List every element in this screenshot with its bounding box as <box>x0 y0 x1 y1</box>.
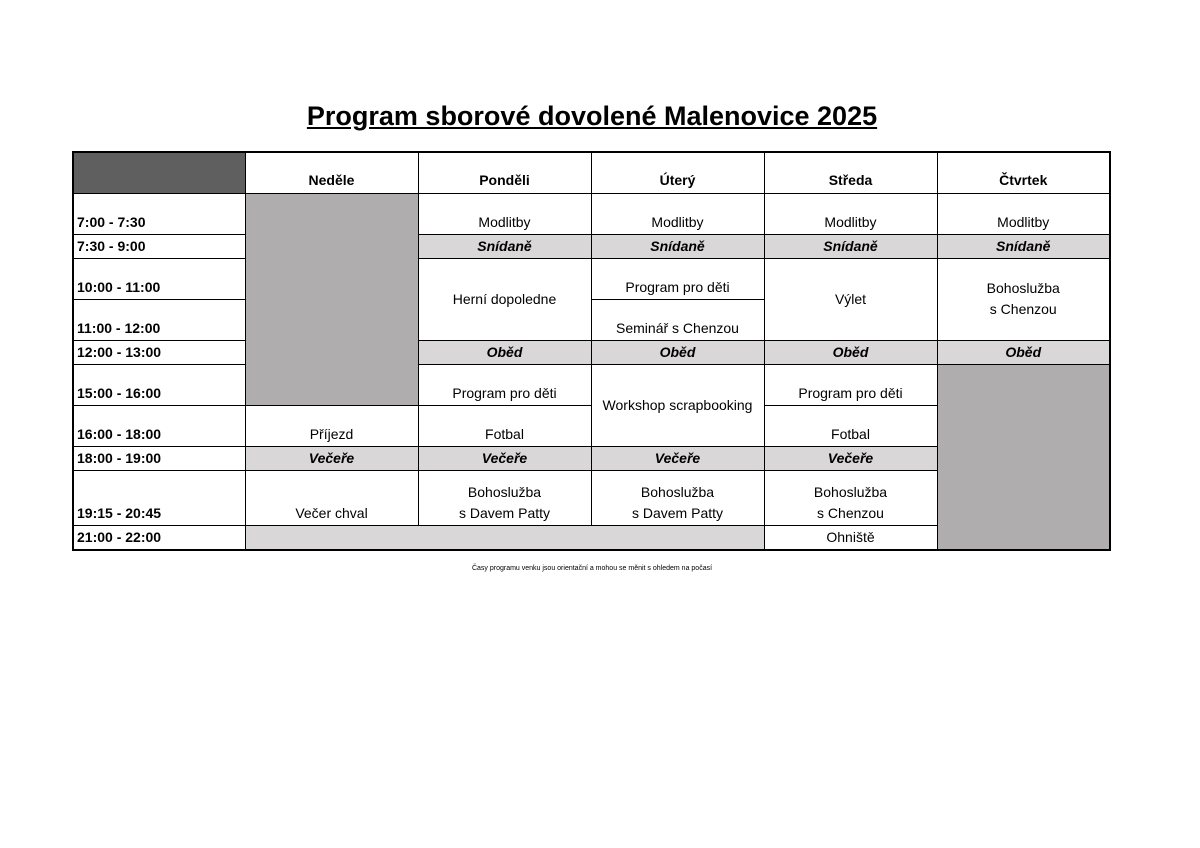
cell-modlitby: Modlitby <box>764 193 937 234</box>
time-label: 15:00 - 16:00 <box>73 364 245 405</box>
cell-prijezd: Příjezd <box>245 406 418 447</box>
header-corner <box>73 152 245 193</box>
cell-line: s Chenzou <box>989 301 1057 318</box>
cell-vecere: Večeře <box>418 447 591 471</box>
cell-workshop: Workshop scrapbooking <box>591 364 764 446</box>
empty-cell <box>245 526 764 550</box>
cell-vecer-chval: Večer chval <box>245 471 418 526</box>
empty-cell <box>245 193 418 405</box>
cell-bohosluzba-chenzou <box>764 471 937 526</box>
cell-program-pro-deti: Program pro děti <box>764 364 937 405</box>
cell-obed: Oběd <box>764 340 937 364</box>
cell-program-pro-deti: Program pro děti <box>418 364 591 405</box>
header-row <box>73 152 1110 193</box>
table-row <box>73 234 1110 258</box>
cell-vecere: Večeře <box>764 447 937 471</box>
page-title: Program sborové dovolené Malenovice 2025 <box>306 101 878 131</box>
time-label: 11:00 - 12:00 <box>73 299 245 340</box>
cell-modlitby: Modlitby <box>937 193 1110 234</box>
cell-fotbal: Fotbal <box>764 406 937 447</box>
time-label: 12:00 - 13:00 <box>73 340 245 364</box>
empty-cell <box>937 364 1110 550</box>
time-label: 21:00 - 22:00 <box>73 526 245 550</box>
cell-bohosluzba-davem <box>591 471 764 526</box>
day-header-sunday: Neděle <box>245 152 418 193</box>
schedule-table <box>72 151 1111 551</box>
cell-herni-dopoledne: Herní dopoledne <box>418 258 591 340</box>
cell-vecere: Večeře <box>591 447 764 471</box>
cell-snidane: Snídaně <box>764 234 937 258</box>
day-header-wednesday: Středa <box>764 152 937 193</box>
cell-line: s Davem Patty <box>631 505 724 522</box>
cell-line: Bohoslužba <box>467 484 542 501</box>
cell-snidane: Snídaně <box>591 234 764 258</box>
cell-obed: Oběd <box>937 340 1110 364</box>
cell-line: Bohoslužba <box>986 280 1060 297</box>
time-label: 19:15 - 20:45 <box>73 471 245 526</box>
footnote: Časy programu venku jsou orientační a mohou se měnit s ohledem na počasí <box>471 565 713 572</box>
cell-ohniste: Ohniště <box>764 526 937 550</box>
cell-line: s Chenzou <box>817 505 884 522</box>
cell-obed: Oběd <box>591 340 764 364</box>
cell-snidane: Snídaně <box>937 234 1110 258</box>
cell-obed: Oběd <box>418 340 591 364</box>
table-row <box>73 193 1110 234</box>
cell-bohosluzba-chenzou <box>937 258 1110 340</box>
cell-vecere: Večeře <box>245 447 418 471</box>
time-label: 7:00 - 7:30 <box>73 193 245 234</box>
day-header-tuesday: Úterý <box>591 152 764 193</box>
cell-fotbal: Fotbal <box>418 406 591 447</box>
cell-program-pro-deti: Program pro děti <box>591 258 764 299</box>
time-label: 10:00 - 11:00 <box>73 258 245 299</box>
cell-modlitby: Modlitby <box>591 193 764 234</box>
day-header-thursday: Čtvrtek <box>937 152 1110 193</box>
table-row <box>73 340 1110 364</box>
time-label: 7:30 - 9:00 <box>73 234 245 258</box>
day-header-monday: Ponděli <box>418 152 591 193</box>
time-label: 16:00 - 18:00 <box>73 406 245 447</box>
cell-line: Bohoslužba <box>640 484 715 501</box>
cell-snidane: Snídaně <box>418 234 591 258</box>
time-label: 18:00 - 19:00 <box>73 447 245 471</box>
cell-bohosluzba-davem <box>418 471 591 526</box>
cell-line: Bohoslužba <box>813 484 888 501</box>
cell-seminar: Seminář s Chenzou <box>591 299 764 340</box>
cell-line: s Davem Patty <box>458 505 551 522</box>
table-row <box>73 364 1110 405</box>
cell-modlitby: Modlitby <box>418 193 591 234</box>
table-row <box>73 258 1110 299</box>
cell-vylet: Výlet <box>764 258 937 340</box>
